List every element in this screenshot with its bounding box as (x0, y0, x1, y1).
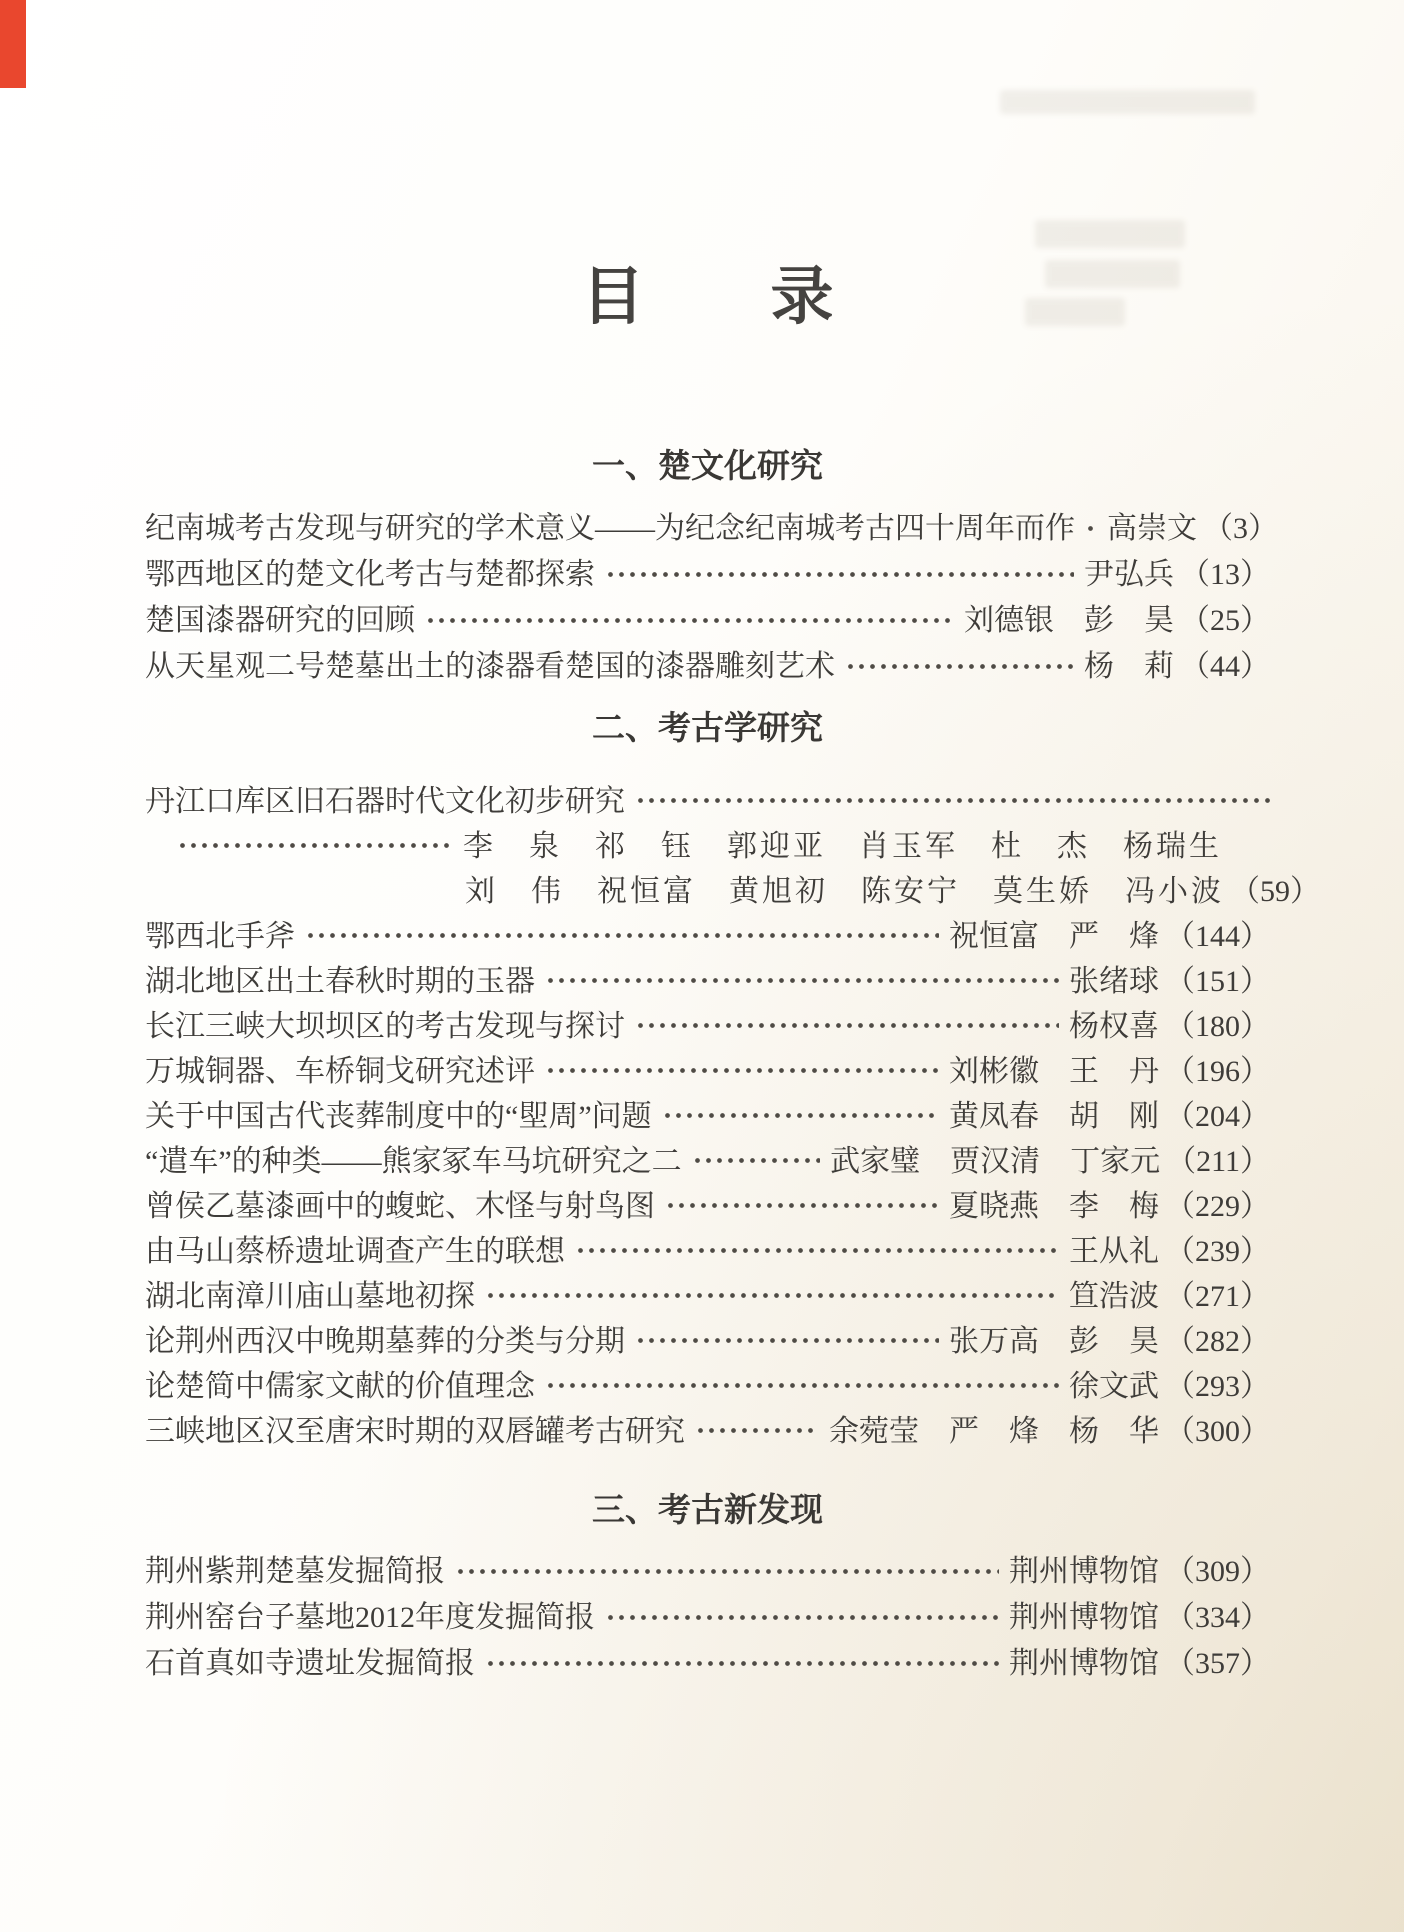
entry-authors: 黄凤春 胡 刚 (949, 1099, 1159, 1133)
entry-authors: 武家璧 贾汉清 丁家元 (830, 1144, 1161, 1178)
toc-entry (145, 1180, 1270, 1225)
dot-leader (175, 820, 453, 865)
entry-authors: 夏晓燕 李 梅 (949, 1189, 1159, 1223)
entry-authors: 荆州博物馆 (1009, 1555, 1159, 1588)
dot-leader (543, 1360, 1059, 1405)
dot-leader (660, 1090, 939, 1135)
entry-authors: 刘 伟 祝恒富 黄旭初 陈安宁 莫生娇 冯小波 (465, 874, 1224, 908)
dot-leader (663, 1180, 939, 1225)
toc-entry (145, 1545, 1270, 1591)
entry-authors: 荆州博物馆 (1009, 1601, 1159, 1634)
toc-entry (145, 1637, 1270, 1683)
entry-authors: 荆州博物馆 (1009, 1647, 1159, 1680)
entry-page: （196） (1165, 1054, 1270, 1088)
toc-entry (145, 775, 1270, 820)
dot-leader (603, 1591, 999, 1637)
entry-title: 论荆州西汉中晚期墓葬的分类与分期 (145, 1324, 625, 1358)
entry-page: （229） (1165, 1189, 1270, 1223)
dot-leader (453, 1545, 999, 1591)
entry-title: 关于中国古代丧葬制度中的“堲周”问题 (145, 1099, 652, 1133)
entry-page: （44） (1180, 650, 1270, 683)
toc-entry (145, 1045, 1270, 1090)
entry-page: （357） (1165, 1647, 1270, 1680)
section-heading-3: 三、考古新发现 (592, 1491, 823, 1528)
entry-page: （211） (1166, 1144, 1270, 1178)
entry-page: （300） (1165, 1414, 1270, 1448)
entry-page: （334） (1165, 1601, 1270, 1634)
entry-authors: 李 泉 祁 钰 郭迎亚 肖玉军 杜 杰 杨瑞生 (463, 829, 1222, 863)
dot-leader (843, 640, 1074, 686)
entry-title: 长江三峡大坝坝区的考古发现与探讨 (145, 1009, 625, 1043)
toc-entry (145, 640, 1270, 686)
entry-page: （151） (1165, 964, 1270, 998)
entry-title: 由马山蔡桥遗址调查产生的联想 (145, 1234, 565, 1268)
entry-page: （3） (1203, 512, 1278, 545)
entry-authors: 笪浩波 (1069, 1279, 1159, 1313)
toc-entry (145, 955, 1270, 1000)
entry-authors: 王从礼 (1069, 1234, 1159, 1268)
section-heading-1: 一、楚文化研究 (592, 447, 823, 484)
entry-title: 万城铜器、车桥铜戈研究述评 (145, 1054, 535, 1088)
toc-entry (145, 1090, 1270, 1135)
toc-entry (145, 1405, 1270, 1450)
entry-title: 湖北地区出土春秋时期的玉器 (145, 964, 535, 998)
entry-authors: 张万高 彭 昊 (949, 1324, 1159, 1358)
dot-leader (633, 775, 1270, 820)
toc-entry (145, 865, 1320, 910)
toc-entry (145, 502, 1278, 548)
entry-title: 论楚简中儒家文献的价值理念 (145, 1369, 535, 1403)
dot-leader (483, 1270, 1059, 1315)
entry-authors: 高崇文 (1107, 512, 1197, 545)
entry-page: （25） (1180, 604, 1270, 637)
entry-title: 鄂西地区的楚文化考古与楚都探索 (145, 558, 595, 591)
entry-page: （282） (1165, 1324, 1270, 1358)
dot-leader (690, 1135, 820, 1180)
toc-entry (145, 1225, 1270, 1270)
entry-title: 荆州窑台子墓地2012年度发掘简报 (145, 1601, 595, 1634)
entry-page: （271） (1165, 1279, 1270, 1313)
entry-title: 湖北南漳川庙山墓地初探 (145, 1279, 475, 1313)
section-entries-3 (145, 1545, 1270, 1683)
entry-page: （309） (1165, 1555, 1270, 1588)
entry-page: （204） (1165, 1099, 1270, 1133)
dot-leader (1083, 502, 1097, 548)
entry-title: 楚国漆器研究的回顾 (145, 604, 415, 637)
dot-leader (543, 1045, 939, 1090)
entry-title: 鄂西北手斧 (145, 919, 295, 953)
entry-authors: 杨 莉 (1084, 650, 1174, 683)
entry-authors: 徐文武 (1069, 1369, 1159, 1403)
entry-page: （59） (1230, 874, 1320, 908)
entry-title: 石首真如寺遗址发掘简报 (145, 1647, 475, 1680)
toc-entry (145, 1360, 1270, 1405)
section-entries-2 (145, 775, 1320, 1450)
entry-authors: 张绪球 (1069, 964, 1159, 998)
entry-authors: 尹弘兵 (1084, 558, 1174, 591)
dot-leader (573, 1225, 1059, 1270)
entry-authors: 刘彬徽 王 丹 (949, 1054, 1159, 1088)
dot-leader (693, 1405, 819, 1450)
toc-entry (145, 1135, 1270, 1180)
entry-authors: 杨权喜 (1069, 1009, 1159, 1043)
dot-leader (633, 1000, 1059, 1045)
section-entries-1 (145, 502, 1278, 686)
toc-entry (145, 1591, 1270, 1637)
dot-leader (423, 594, 954, 640)
entry-title: 纪南城考古发现与研究的学术意义——为纪念纪南城考古四十周年而作 (145, 512, 1075, 545)
toc-entry (145, 910, 1270, 955)
entry-title: 荆州紫荆楚墓发掘简报 (145, 1555, 445, 1588)
entry-title: 从天星观二号楚墓出土的漆器看楚国的漆器雕刻艺术 (145, 650, 835, 683)
entry-page: （239） (1165, 1234, 1270, 1268)
toc-content (145, 0, 1320, 1683)
entry-page: （13） (1180, 558, 1270, 591)
toc-entry (145, 594, 1270, 640)
dot-leader (543, 955, 1059, 1000)
entry-page: （293） (1165, 1369, 1270, 1403)
entry-title: 曾侯乙墓漆画中的蝮蛇、木怪与射鸟图 (145, 1189, 655, 1223)
dot-leader (303, 910, 939, 955)
entry-authors: 刘德银 彭 昊 (964, 604, 1174, 637)
entry-title: “遣车”的种类——熊家冢车马坑研究之二 (145, 1144, 682, 1178)
toc-entry (145, 820, 1270, 865)
dot-leader (633, 1315, 939, 1360)
entry-authors: 祝恒富 严 烽 (949, 919, 1159, 953)
entry-page: （180） (1165, 1009, 1270, 1043)
toc-entry (145, 1315, 1270, 1360)
dot-leader (603, 548, 1074, 594)
toc-entry (145, 1270, 1270, 1315)
section-heading-2: 二、考古学研究 (592, 709, 823, 746)
entry-title: 三峡地区汉至唐宋时期的双唇罐考古研究 (145, 1414, 685, 1448)
toc-entry (145, 548, 1270, 594)
entry-title: 丹江口库区旧石器时代文化初步研究 (145, 784, 625, 818)
page-title: 目 录 (581, 262, 834, 332)
red-edge-marker (0, 0, 26, 88)
dot-leader (483, 1637, 999, 1683)
toc-entry (145, 1000, 1270, 1045)
entry-authors: 余菀莹 严 烽 杨 华 (829, 1414, 1159, 1448)
entry-page: （144） (1165, 919, 1270, 953)
